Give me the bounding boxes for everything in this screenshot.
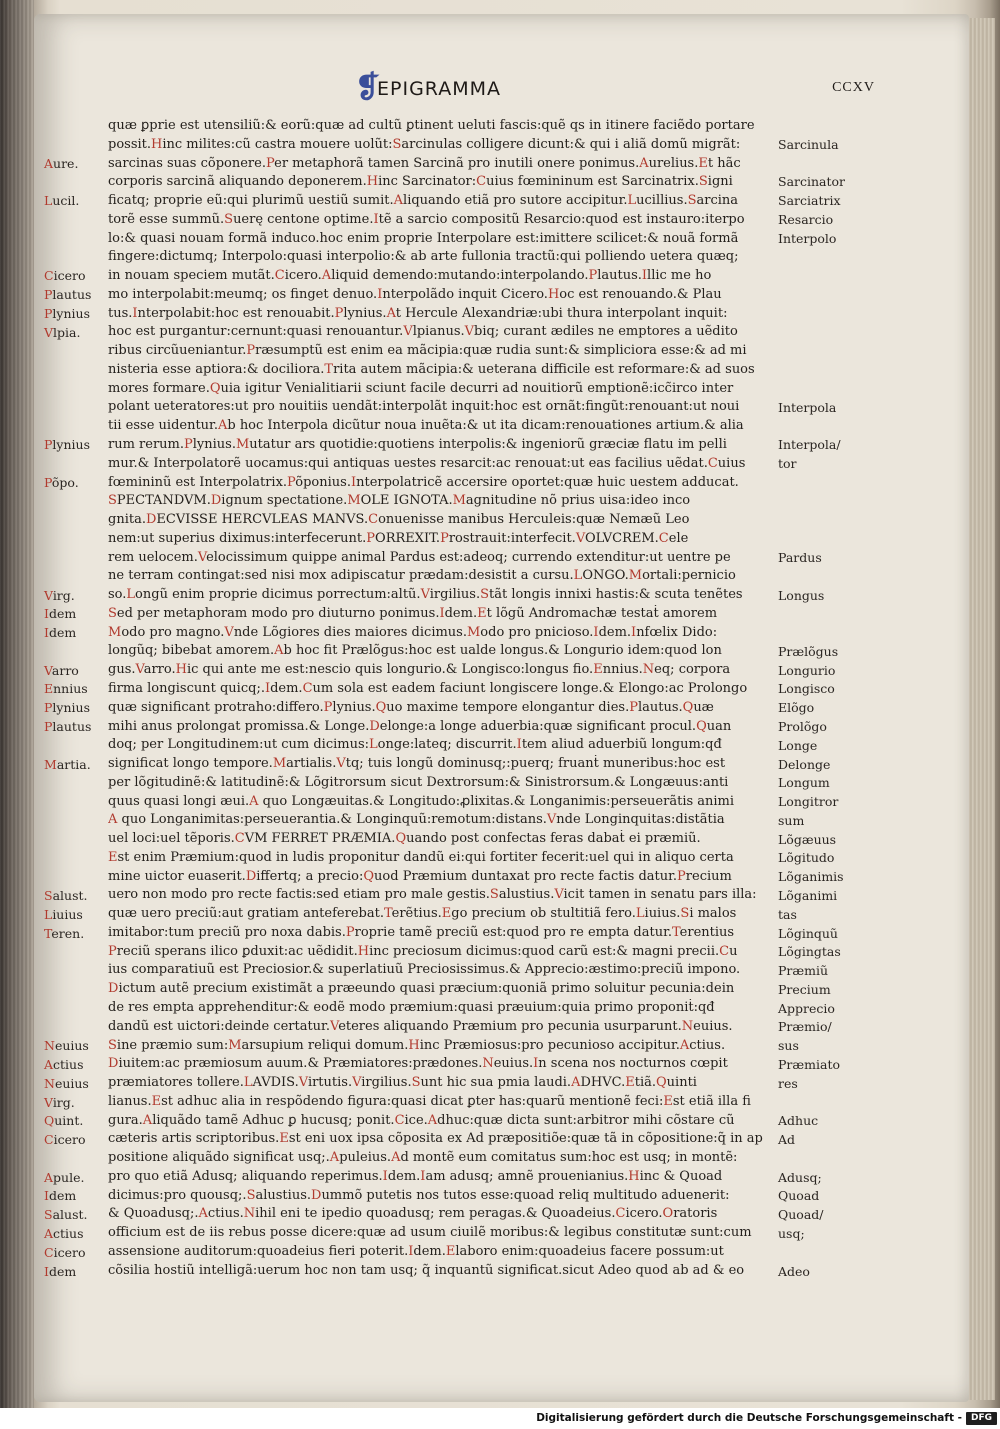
right-margin-note: Apprecio [778, 1000, 835, 1016]
text-line: ribus circũueniantur.Præsumptũ est enim ea mãcipia:quæ rudia sunt:& simpliciora esse:& ad mi [108, 343, 747, 359]
folio-number: CCXV [832, 80, 875, 95]
text-line: rem uelocem.Velocissimum quippe animal Pardus est:adeoq; currendo extenditur:ut uentre pe [108, 549, 731, 565]
right-margin-note: Interpolo [778, 230, 837, 246]
text-line: præmiatores tollere.LAVDIS.Virtutis.Virgilius.Sunt hic sua pmia laudi.ADHVC.Etiã.Quinti [108, 1075, 697, 1091]
right-margin-note: Ad [778, 1132, 796, 1148]
left-margin-note: Idem [44, 606, 77, 622]
left-margin-note: Liuius [44, 906, 83, 922]
text-line: mihi anus prolongat promissa.& Longe.Delonge:a longe aduerbia:quæ significant procul.Quan [108, 718, 732, 734]
left-margin-note: Lucil. [44, 193, 80, 209]
text-line: de res empta apprehenditur:& eodẽ modo præmium:quasi præuium:quia primo proponiṫ:qđ [108, 999, 715, 1015]
text-line: doq; per Longitudinem:ut cum dicimus:Longe:lateq; discurrit.Item aliud aduerbiũ longum:qđ [108, 737, 722, 753]
right-margin-note: Lõgæuus [778, 831, 837, 847]
running-header [355, 71, 875, 108]
right-margin-note: Longitror [778, 794, 839, 810]
left-margin-note: Martia. [44, 756, 91, 772]
text-line: quæ ꝑprie est utensiliũ:& eorũ:quæ ad cultũ ꝑtinent ueluti fascis:quẽ qs in itinere faciẽdo portare [108, 118, 755, 133]
right-margin-note: Præmiũ [778, 963, 829, 979]
text-line: gus.Varro.Hic qui ante me est:nescio quis longurio.& Longisco:longus fio.Ennius.Neq; corpora [108, 662, 731, 678]
right-margin-note: Longurio [778, 662, 836, 678]
text-line: Est enim Præmium:quod in ludis proponitur dandũ ei:qui fortiter fecerit:uel qui in aliquo certa [108, 849, 734, 865]
right-margin-note: Longe [778, 737, 818, 753]
text-line: quus quasi longi æui.A quo Longæuitas.& Longitudo:ꝓlixitas.& Longanimis:perseuerãtis animi [108, 793, 735, 809]
text-line: officium est de iis rebus posse dicere:quæ ad usum ciuilẽ moribus:& legibus constitutæ sunt:cum [108, 1225, 752, 1241]
text-line: quæ significant protraho:differo.Plynius.Quo maxime tempore elongantur dies.Plautus.Quæ [108, 699, 714, 715]
paragraph-mark-icon: ❡ [355, 71, 381, 104]
left-margin-note: Aure. [44, 155, 79, 171]
text-line: lo:& quasi nouam formã induco.hoc enim proprie Interpolare est:imittere scilicet:& nouã formã [108, 230, 739, 246]
left-margin-note: Idem [44, 1263, 77, 1279]
right-margin-note: Quoad/ [778, 1207, 824, 1223]
text-line: gura.Aliquãdo tamẽ Adhuc ꝑ hucusq; ponit.Cice.Adhuc:quæ dicta sunt:arbitror mihi cõstare cũ [108, 1112, 735, 1128]
right-margin-note: Elõgo [778, 700, 815, 716]
left-margin-note: Cicero [44, 1132, 86, 1148]
text-line: nisteria esse aptiora:& dociliora.Trita autem mãcipia:& ueterana difficile est reformare:& ad suos [108, 361, 755, 377]
right-margin-note: res [778, 1075, 798, 1091]
left-margin-note: Salust. [44, 1207, 88, 1223]
left-margin-note: Cicero [44, 1244, 86, 1260]
text-line: Modo pro magno.Vnde Lõgiores dies maiores dicimus.Modo pro pnicioso.Idem.Infœlix Dido: [108, 624, 718, 640]
text-line: cõsilia hostiũ intelligã:uerum hoc non tam usq; q̃ inquantũ significat.sicut Adeo quod ab ad & eo [108, 1262, 745, 1278]
text-line: assensione auditorum:quoadeius fieri poterit.Idem.Elaboro enim:quoadeius facere possum:ut [108, 1243, 724, 1259]
text-line: significat longo tempore.Martialis.Vtq; tuis longũ dominusq;:puerq; fruanṫ muneribus:hoc est [108, 756, 726, 772]
text-line: dicimus:pro quousq;.Salustius.Dummõ putetis nos tutos esse:quoad reliq multitudo aduenerit: [108, 1187, 730, 1203]
text-line: mo interpolabit:meumq; os finget denuo.Interpolãdo inquit Cicero.Hoc est renouando.& Plau [108, 286, 722, 302]
text-line: Sine præmio sum:Marsupium reliqui domum.Hinc Præmiosus:pro pecunioso accipitur.Actius. [108, 1037, 726, 1053]
left-margin-note: Plynius [44, 305, 90, 321]
footer-credit: Digitalisierung gefördert durch die Deutsche Forschungsgemeinschaft - [536, 1412, 962, 1424]
right-margin-note: tas [778, 906, 797, 922]
right-margin-note: Interpola/ [778, 437, 841, 453]
right-margin-note: Longisco [778, 681, 835, 697]
left-margin-note: Neuius [44, 1038, 89, 1054]
text-line: ne terram contingat:sed nisi mox adipiscatur prædam:desistit a cursu.LONGO.Mortali:pernicio [108, 568, 736, 584]
right-margin-note: Adhuc [778, 1113, 819, 1129]
text-line: sarcinas suas cõponere.Per metaphorã tamen Sarcinã pro inutili onere ponimus.Aurelius.Et hãc [108, 155, 741, 171]
text-line: A quo Longanimitas:perseuerantia.& Longinquũ:remotum:distans.Vnde Longinquitas:distãtia [108, 812, 725, 828]
right-margin-note: Sarcinator [778, 174, 846, 190]
text-line: mine uictor euaserit.Differtq; a precio:Quod Præmium duntaxat pro recte factis datur.Precium [108, 868, 732, 884]
left-margin-note: Idem [44, 625, 77, 641]
left-page-stack [0, 0, 34, 1408]
right-margin-note: Prælõgus [778, 643, 839, 659]
text-line: tus.Interpolabit:hoc est renouabit.Plynius.At Hercule Alexandriæ:ubi thura interpolant inquit: [108, 305, 728, 321]
text-line: dandũ est uictori:deinde certatur.Veteres aliquando Præmium pro pecunia usurparunt.Neuius. [108, 1018, 733, 1034]
text-line: corporis sarcinã aliquando deponerem.Hinc Sarcinator:Cuius fœmininum est Sarcinatrix.Signi [108, 174, 733, 190]
text-line: so.Longũ enim proprie dicimus porrectum:altũ.Virgilius.Stãt longis innixi hastis:& scuta tenẽtes [108, 587, 743, 603]
text-line: lianus.Est adhuc alia in respõdendo figura:quasi dicat ꝑter has:quarũ mentionẽ feci:Est etiã illa fi [108, 1093, 751, 1109]
text-line: gnita.DECVISSE HERCVLEAS MANVS.Conuenisse manibus Herculeis:quæ Nemæũ Leo [108, 512, 690, 528]
text-line: Sed per metaphoram modo pro diuturno ponimus.Idem.Et lõgũ Andromachæ testaṫ amorem [108, 605, 718, 621]
page-title: EPIGRAMMA [377, 78, 502, 100]
text-line: torẽ esse summũ.Suerę centone optime.Itẽ a sarcio compositũ Resarcio:quod est instauro:iterpo [108, 211, 745, 227]
text-line: ius comparatiuũ est Preciosior.& superlatiuũ Preciosissimus.& Apprecio:æstimo:preciũ impono. [108, 962, 741, 978]
dfg-logo: DFG [966, 1412, 997, 1425]
text-line: Diuitem:ac præmiosum auum.& Præmiatores:prædones.Neuius.In scena nos nocturnos cœpit [108, 1056, 728, 1072]
right-margin-note: Lõgitudo [778, 850, 835, 866]
right-margin-note: Præmio/ [778, 1019, 832, 1035]
right-margin-note: sus [778, 1038, 799, 1054]
left-margin-note: Idem [44, 1188, 77, 1204]
right-margin-note: Præmiato [778, 1057, 840, 1072]
left-margin-note: Vlpia. [44, 324, 81, 340]
right-page-edges [969, 18, 995, 1400]
text-line: fingere:dictumq; Interpolo:quasi interpolio:& ab arte fullonia tractũ:qui polliendo uetera quæq; [108, 249, 739, 265]
left-margin-note: Salust. [44, 887, 88, 903]
left-margin-note: Neuius [44, 1075, 89, 1091]
left-margin-note: Cicero [44, 268, 86, 284]
footer [0, 1408, 1000, 1429]
text-line: imitabor:tum preciũ pro noxa dabis.Proprie tamẽ preciũ est:quod pro re empta datur.Terentius [108, 924, 735, 940]
left-margin-note: Virg. [44, 587, 75, 603]
text-line: fœmininũ est Interpolatrix.Põponius.Interpolatricẽ accersire oportet:quæ huic uestem adducat. [108, 474, 739, 490]
right-margin-note: Quoad [778, 1188, 820, 1204]
text-line: mores formare.Quia igitur Venialitiarii sciunt facile decurri ad nouitiorũ emptionẽ:icc̃irco inter [108, 380, 734, 396]
right-margin-note: Lõganimi [778, 887, 838, 903]
text-line: uero non modo pro recte factis:sed etiam pro male gestis.Salustius.Vicit tamen in senatu pars illa: [108, 887, 757, 903]
right-margin-note: Interpola [778, 399, 837, 415]
text-line: & Quoadusq;.Actius.Nihil eni te ipedio quoadusq; rem peragas.& Quoadeius.Cicero.Oratoris [108, 1206, 718, 1222]
right-margin-note: Delonge [778, 756, 831, 772]
left-margin-note: Actius [44, 1057, 84, 1072]
left-margin-note: Quint. [44, 1113, 84, 1129]
text-line: mur.& Interpolatorẽ uocamus:qui antiquas uestes resarcit:ac renouat:ut eas facilius uẽdat.Cuius [108, 455, 746, 471]
text-line: ficatq; proprie eũ:qui plurimũ uestiũ sumit.Aliquando etiã pro sutore accipitur.Lucillius.Sarcina [108, 193, 739, 209]
right-margin-note: Pardus [778, 549, 822, 565]
right-margin-note: Longum [778, 775, 830, 791]
right-margin-note: Sarciatrix [778, 193, 841, 209]
text-line: rum rerum.Plynius.Mutatur ars quotidie:quotiens interpolis:& ingeniorũ græciæ flatu im pelli [108, 437, 727, 453]
text-line: longũq; bibebat amorem.Ab hoc fit Prælõgus:hoc est ualde longus.& Longurio idem:quod lon [108, 643, 722, 659]
text-line: nem:ut superius diximus:interfecerunt.PORREXIT.Prostrauit:interfecit.VOLVCREM.Cele [108, 530, 689, 546]
text-line: possit.Hinc milites:cũ castra mouere uolũt:Sarcinulas colligere dicunt:& qui i aliã domũ migrãt: [108, 136, 741, 152]
right-margin-note: tor [778, 456, 797, 472]
text-line: cæteris artis scriptoribus.Est eni uox ipsa cõposita ex Ad præpositiõe:quæ tã in cõpositione:q̃ in ap [108, 1131, 763, 1147]
right-margin-note: sum [778, 812, 805, 828]
text-line: positione aliquãdo significat usq;.Apuleius.Ad montẽ eum comitatus sum:hoc est usq; in montẽ: [108, 1150, 738, 1166]
text-line: hoc est purgantur:cernunt:quasi renouantur.Vlpianus.Vbiq; curant ædiles ne emptores a uẽdito [108, 324, 738, 340]
left-margin-note: Põpo. [44, 474, 79, 490]
left-margin-note: Plynius [44, 437, 90, 453]
left-margin-note: Ennius [44, 681, 88, 697]
text-line: quæ uero preciũ:aut gratiam anteferebat.Terẽtius.Ego precium ob stultitiã fero.Liuius.Si malos [108, 906, 737, 922]
left-margin-note: Teren. [44, 925, 85, 941]
right-margin-note: Lõganimis [778, 869, 844, 885]
text-line: tii esse uidentur.Ab hoc Interpola dicũtur noua inuẽta:& ut ita dicam:renouationes artium.& alia [108, 418, 744, 434]
right-margin-note: Lõginquũ [778, 925, 838, 941]
right-margin-note: Adusq; [778, 1169, 822, 1185]
text-line: pro quo etiã Adusq; aliquando reperimus.Idem.Iam adusq; amnẽ prouenianius.Hinc & Quoad [108, 1168, 723, 1184]
text-line: SPECTANDVM.Dignum spectatione.MOLE IGNOTA.Magnitudine nõ prius uisa:ideo inco [108, 493, 691, 509]
right-margin-note: Sarcinula [778, 136, 839, 152]
text-line: Preciũ sperans ilico ꝑduxit:ac uẽdidit.Hinc preciosum dicimus:quod carũ est:& magni precii.Cu [108, 943, 738, 959]
right-margin-note: Prolõgo [778, 718, 827, 734]
right-margin-note: Precium [778, 981, 831, 997]
right-margin-note: usq; [778, 1226, 805, 1242]
right-margin-note: Longus [778, 587, 825, 603]
left-margin-note: Plautus [44, 287, 92, 303]
text-line: firma longiscunt quicq;.Idem.Cum sola est eadem faciunt longiscere longe.& Elongo:ac Prolongo [108, 680, 748, 696]
right-margin-note: Adeo [778, 1263, 810, 1279]
right-margin-note: Lõgingtas [778, 944, 841, 960]
text-line: polant ueteratores:ut pro nouitiis uendãt:interpolãt inquit:hoc est ornãt:fingũt:renouant:ut noui [108, 399, 740, 415]
left-margin-note: Apule. [44, 1169, 85, 1185]
left-margin-note: Actius [44, 1226, 84, 1242]
text-line: per lõgitudinẽ:& latitudinẽ:& Lõgitrorsum sicut Dextrorsum:& Sinistrorsum.& Longæuus:anti [108, 774, 729, 790]
left-margin-note: Plautus [44, 718, 92, 734]
text-line: Dictum autẽ precium existimãt a præeundo quasi præcium:quoniã primo soluitur pecunia:dein [108, 981, 735, 997]
text-line: uel loci:uel tẽporis.CVM FERRET PRÆMIA.Quando post confectas feras dabaṫ ei præmiũ. [108, 831, 701, 847]
left-margin-note: Varro [44, 662, 79, 678]
main-text-block [108, 117, 772, 1280]
left-margin-note: Plynius [44, 700, 90, 716]
left-margin-note: Virg. [44, 1094, 75, 1110]
right-margin-note: Resarcio [778, 211, 834, 227]
text-line: in nouam speciem mutãt.Cicero.Aliquid demendo:mutando:interpolando.Plautus.Illic me ho [108, 268, 712, 284]
